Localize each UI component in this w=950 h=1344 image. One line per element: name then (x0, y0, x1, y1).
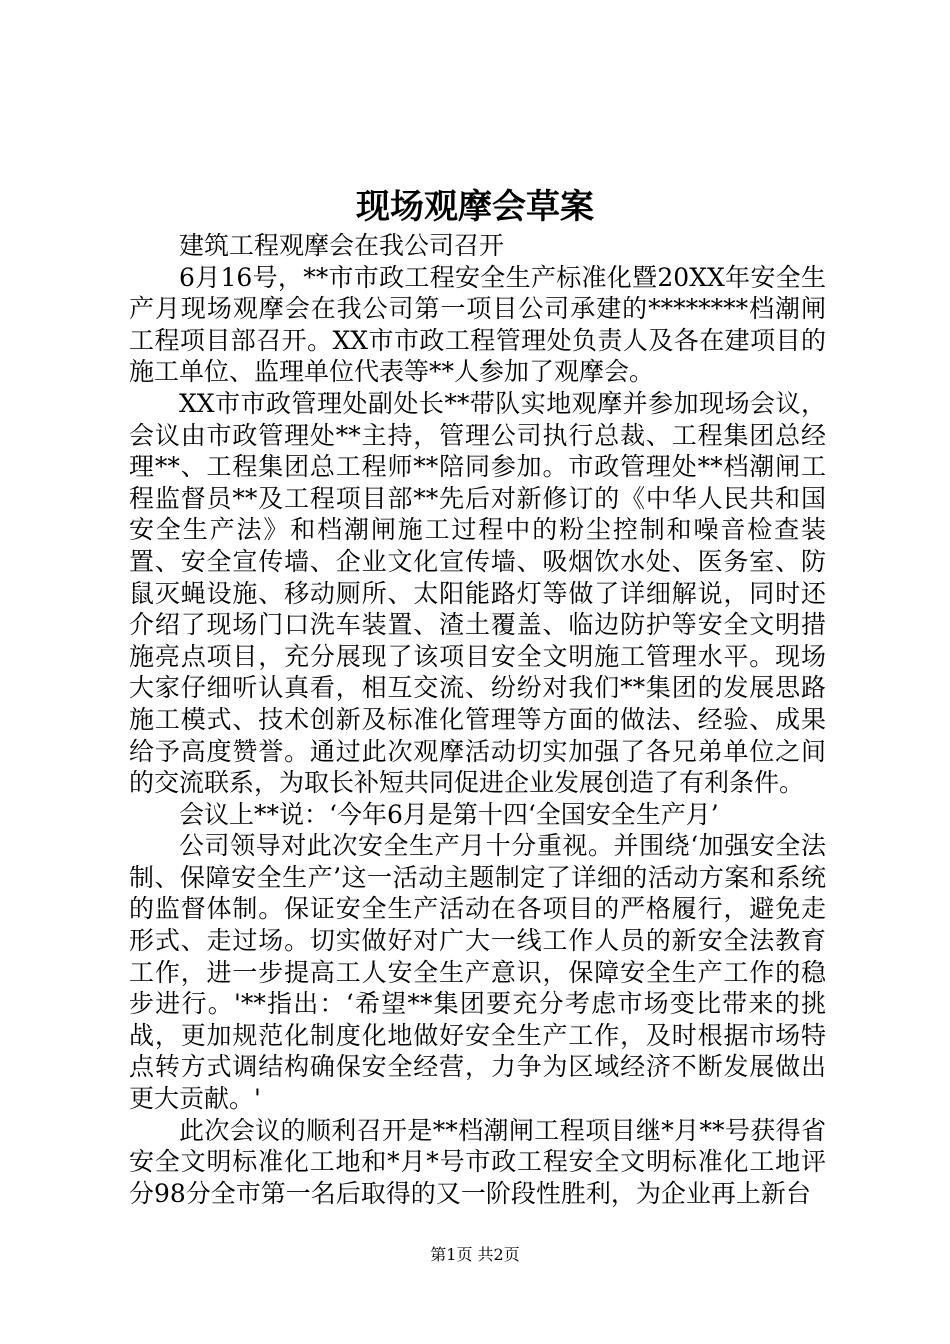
subheading-paragraph: 建筑工程观摩会在我公司召开 (179, 231, 505, 260)
body-paragraph: 公司领导对此次安全生产月十分重视。并围绕‘加强安全法制、保障安全生产’这一活动主题制定了详细的活动方案和系统的监督体制。保证安全生产活动在各项目的严格履行，避免走形式、走过场。切实做好对广大一线工作人员的新安全法教育工作，进一步提高工人安全生产意识，保障安全生产工作的稳步进行。'**指出：‘希望**集团要充分考虑市场变比带来的挑战，更加规范化制度化地做好安全生产工作，及时根据市场特点转方式调结构确保安全经营，力争为区域经济不断发展做出更大贡献。' (129, 831, 826, 1114)
body-paragraph: XX市市政管理处副处长**带队实地观摩并参加现场会议，会议由市政管理处**主持，管理公司执行总裁、工程集团总经理**、工程集团总工程师**陪同参加。市政管理处**档潮闸工程监督员**及工程项目部**先后对新修订的《中华人民共和国安全生产法》和档潮闸施工过程中的粉尘控制和噪音检查装置、安全宣传墙、企业文化宣传墙、吸烟饮水处、医务室、防鼠灭蝇设施、移动厕所、太阳能路灯等做了详细解说，同时还介绍了现场门口洗车装置、渣土覆盖、临边防护等安全文明措施亮点项目，充分展现了该项目安全文明施工管理水平。现场大家仔细听认真看，相互交流、纷纷对我们**集团的发展思路施工模式、技术创新及标准化管理等方面的做法、经验、成果给予高度赞誉。通过此次观摩活动切实加强了各兄弟单位之间的交流联系，为取长补短共同促进企业发展创造了有利条件。 (129, 388, 826, 798)
body-paragraph: 会议上**说：‘今年6月是第十四‘全国安全生产月’ (179, 799, 719, 829)
body-paragraph: 6月16号，**市市政工程安全生产标准化暨20XX年安全生产月现场观摩会在我公司第一项目公司承建的********档潮闸工程项目部召开。XX市市政工程管理处负责人及各在建项目的施工单位、监理单位代表等**人参加了观摩会。 (129, 262, 826, 387)
body-paragraph: 此次会议的顺利召开是**档潮闸工程项目继*月**号获得省安全文明标准化工地和*月*号市政工程安全文明标准化工地评分98分全市第一名后取得的又一阶段性胜利，为企业再上新台 (129, 1115, 826, 1208)
page-number-footer: 第1页 共2页 (430, 1245, 520, 1264)
document-title: 现场观摩会草案 (356, 187, 594, 227)
document-body (129, 230, 826, 1209)
